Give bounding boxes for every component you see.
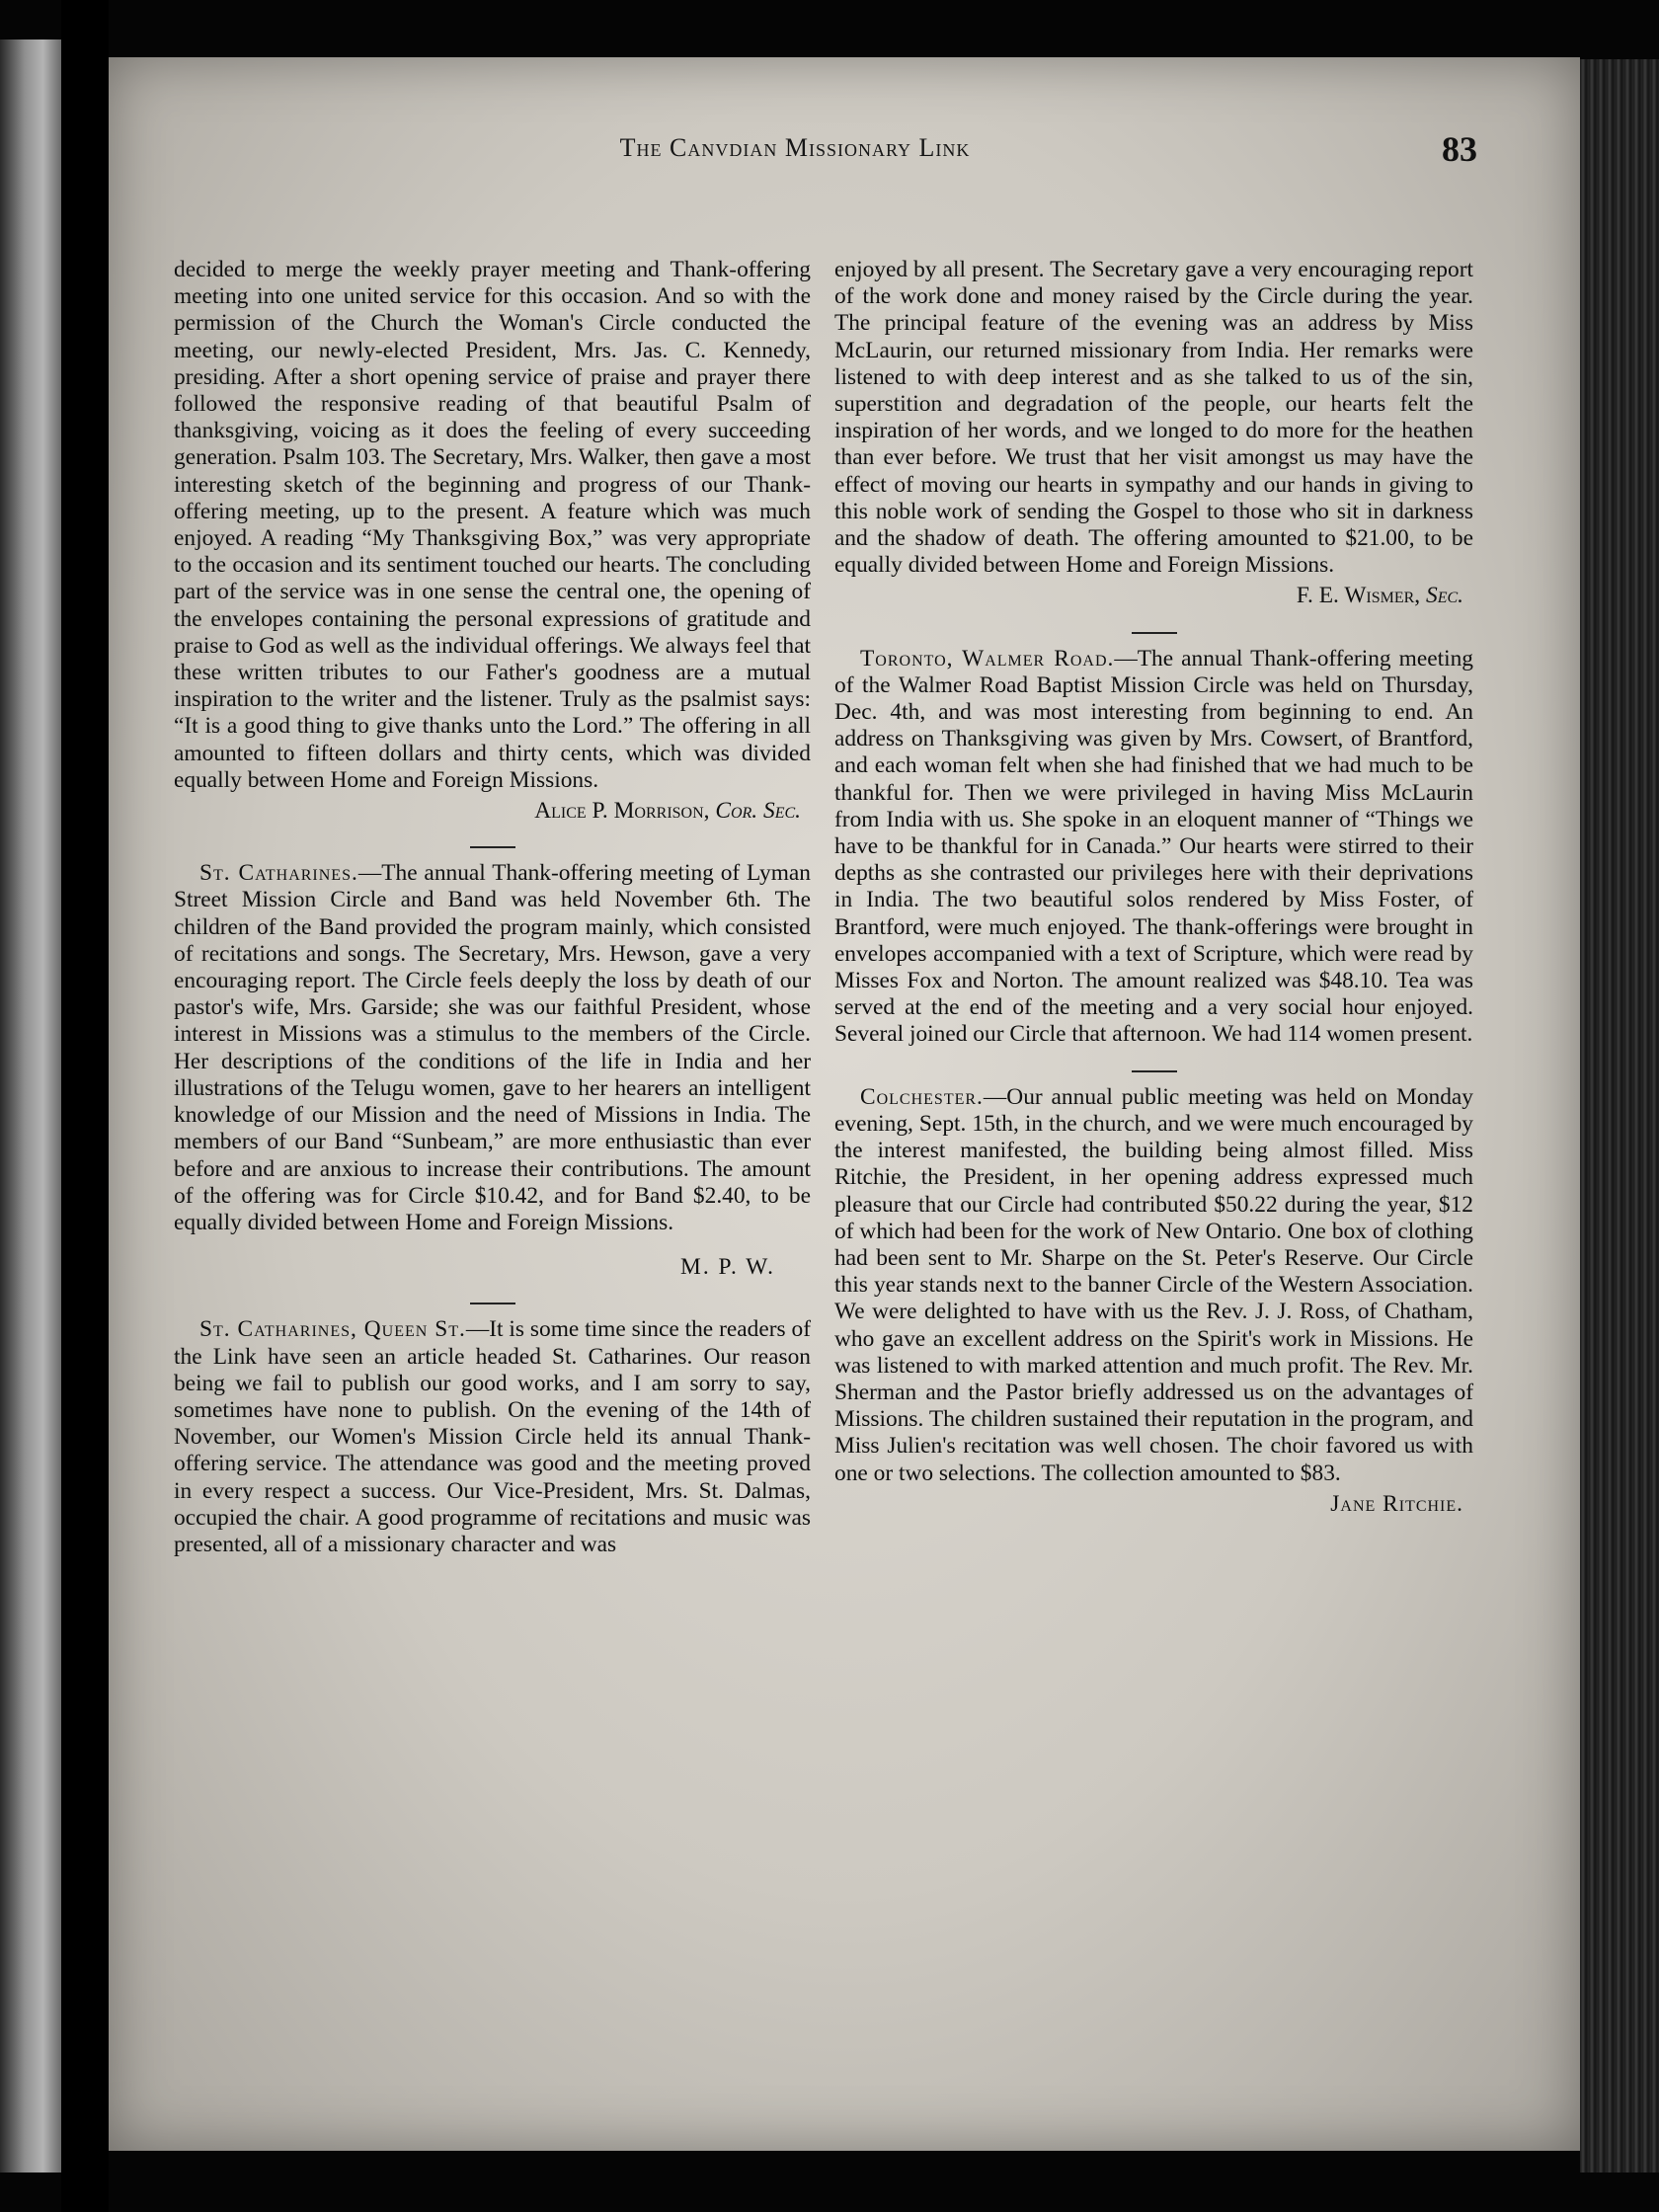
signature-morrison	[174, 798, 801, 825]
article-continuation: enjoyed by all present. The Secretary gave a very encouraging report of the work done and money raised by the Circle during the year. The principal feature of the evening was an address by Miss McLaurin, our returned missionary from India. Her remarks were listened to with deep interest and as she talked to us of the sin, superstition and degradation of the people, our hearts felt the inspiration of her words, and we longed to do more for the heathen than ever before. We trust that her visit amongst us may have the effect of moving our hearts in sympathy and our hands in giving to this noble work of sending the Gospel to those who sit in darkness and the shadow of death. The offering amounted to $21.00, to be equally divided between Home and Foreign Missions.	[834, 257, 1473, 579]
signature-name: Alice P. Morrison,	[534, 798, 710, 825]
page-stack-edge	[1580, 59, 1659, 2172]
article-heading: Colchester.	[860, 1083, 984, 1110]
signature-name: F. E. Wismer,	[1296, 583, 1421, 609]
article-toronto-walmer-road	[834, 646, 1473, 1049]
article-heading: St. Catharines.	[199, 860, 358, 887]
section-divider	[470, 846, 515, 848]
article-st-catharines	[174, 860, 811, 1236]
article-continuation: decided to merge the weekly prayer meeting and Thank-offering meeting into one united service for this occasion. And so with the permission of the Church the Woman's Circle conducted the meeting, our newly-elected President, Mrs. Jas. C. Kennedy, presiding. After a short opening service of praise and prayer there followed the responsive reading of that beautiful Psalm of thanksgiving, voicing as it does the feeling of every succeeding generation. Psalm 103. The Secretary, Mrs. Walker, then gave a most interesting sketch of the beginning and progress of our Thank-offering meeting, up to the present. A feature which was much enjoyed. A reading “My Thanksgiving Box,” was very appropriate to the occasion and its sentiment touched our hearts. The concluding part of the service was in one sense the central one, the opening of the envelopes containing the personal expressions of gratitude and praise to God as well as the individual offerings. We always feel that these written tributes to our Father's goodness are a mutual inspiration to the writer and the listener. Truly as the psalmist says: “It is a good thing to give thanks unto the Lord.” The offering in all amounted to fifteen dollars and thirty cents, which was divided equally between Home and Foreign Missions.	[174, 257, 812, 793]
page-number: 83	[1442, 129, 1477, 169]
signature-title: Sec.	[1426, 583, 1463, 609]
left-column	[174, 257, 811, 1558]
signature-wismer	[834, 583, 1463, 609]
article-body: —Our annual public meeting was held on Monday evening, Sept. 15th, in the church, and we were much encouraged by the interest manifested, the building being almost filled. Miss Ritchie, the President, in her opening address expressed much pleasure that our Circle had contributed $50.22 during the year, $12 of which had been for the work of New Ontario. One box of clothing had been sent to Mr. Sharpe on the St. Peter's Reserve. Our Circle this year stands next to the banner Circle of the Western Association. We were delighted to have with us the Rev. J. J. Ross, of Chatham, who gave an excellent address on the Spirit's work in Missions. He was listened to with marked attention and much profit. The Rev. Mr. Sherman and the Pastor briefly addressed us on the advantages of Missions. The children sustained their reputation in the program, and Miss Julien's recitation was well chosen. The choir favored us with one or two selections. The collection amounted to $83.	[834, 1083, 1473, 1486]
right-column	[834, 257, 1473, 1524]
signature-ritchie: Jane Ritchie.	[1330, 1490, 1463, 1517]
previous-page-edge	[0, 40, 61, 2172]
section-divider	[1132, 632, 1177, 634]
article-heading: St. Catharines, Queen St.	[199, 1316, 466, 1343]
signature-title: Cor. Sec.	[715, 798, 801, 825]
article-heading: Toronto, Walmer Road.	[860, 645, 1115, 672]
article-colchester	[834, 1084, 1473, 1487]
article-body: —It is some time since the readers of the Link have seen an article headed St. Catharines. Our reason being we fail to publish our good works, and I am sorry to say, sometimes have none to publish. On the evening of the 14th of November, our Women's Mission Circle held its annual Thank-offering service. The attendance was good and the meeting proved in every respect a success. Our Vice-President, Mrs. St. Dalmas, occupied the chair. A good programme of recitations and music was presented, all of a missionary character and was	[174, 1316, 811, 1557]
signature-mpw: M. P. W.	[680, 1254, 775, 1281]
section-divider	[470, 1303, 515, 1304]
article-body: —The annual Thank-offering meeting of Lyman Street Mission Circle and Band was held November 6th. The children of the Band provided the program mainly, which consisted of recitations and songs. The Secretary, Mrs. Hewson, gave a very encouraging report. The Circle feels deeply the loss by death of our pastor's wife, Mrs. Garside; she was our faithful President, whose interest in Missions was a stimulus to the members of the Circle. Her descriptions of the conditions of the life in India and her illustrations of the Telugu women, gave to her hearers an intelligent knowledge of our Mission and the need of Missions in India. The members of our Band “Sunbeam,” are more enthusiastic than ever before and are anxious to increase their contributions. The amount of the offering was for Circle $10.42, and for Band $2.40, to be equally divided between Home and Foreign Missions.	[174, 860, 811, 1235]
binding-gutter	[61, 0, 109, 2212]
section-divider	[1132, 1070, 1177, 1072]
article-body: —The annual Thank-offering meeting of the Walmer Road Baptist Mission Circle was held on Thursday, Dec. 4th, and was most interesting from beginning to end. An address on Thanksgiving was given by Mrs. Cowsert, of Brantford, and each woman felt when she had finished that we had much to be thankful for. Then we were privileged in having Miss McLaurin from India with us. She spoke in an eloquent manner of “Things we have to be thankful for in Canada.” Our hearts were stirred to their depths as she contrasted our privileges here with their deprivations in India. The two beautiful solos rendered by Miss Foster, of Brantford, were much enjoyed. The thank-offerings were brought in envelopes accompanied with a text of Scripture, which were read by Misses Fox and Norton. The amount realized was $48.10. Tea was served at the end of the meeting and a very social hour enjoyed. Several joined our Circle that afternoon. We had 114 women present.	[834, 645, 1473, 1048]
running-title: The Canvdian Missionary Link	[619, 133, 971, 162]
article-st-catharines-queen-st	[174, 1316, 811, 1558]
